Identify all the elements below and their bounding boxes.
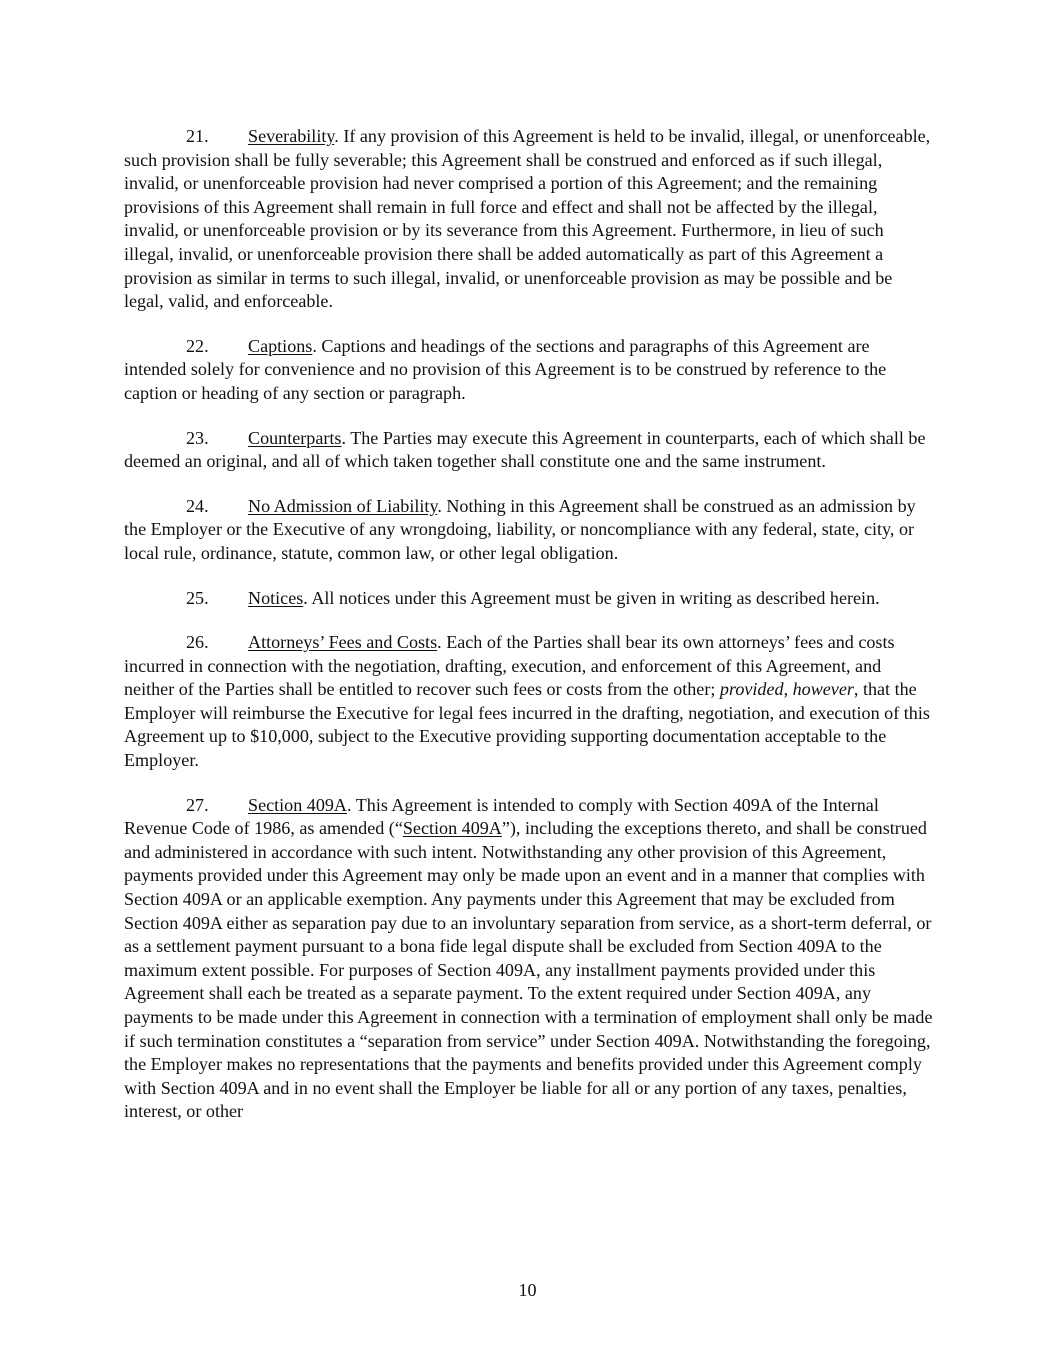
section-caption: Notices [248, 587, 304, 608]
section-26-attorneys-fees [124, 631, 934, 773]
section-number: 21. [186, 126, 209, 146]
defined-term: Section 409A [402, 818, 502, 839]
section-number: 24. [186, 495, 209, 516]
section-caption: Counterparts [248, 427, 342, 448]
section-text-continued: , that the Employer will reimburse the Executive for legal fees incurred in the drafting, negotiation, and execution of this Agreement up to $10,000, subject to the Executive providing supporting documentation acceptable to the Employer. [124, 679, 930, 771]
section-text: . This Agreement is intended to comply with Section 409A of the Internal Revenue Code of 1986, as amended (“ [124, 794, 879, 839]
italic-provided: provided [719, 679, 784, 700]
section-caption: Captions [248, 335, 313, 356]
section-caption: Attorneys’ Fees and Costs [248, 632, 438, 653]
section-number: 27. [186, 794, 209, 815]
section-text-continued: ”), including the exceptions thereto, and shall be construed and administered in accordance with such intent. Notwithstanding any other provision of this Agreement, payments provided under this Agreement may only be made upon an event and in a manner that complies with Section 409A or an applicable exemption. Any payments under this Agreement that may be excluded from Section 409A either as separation pay due to an involuntary separation from service, as a short-term deferral, or as a settlement payment pursuant to a bona fide legal dispute shall be excluded from Section 409A to the maximum extent possible. For purposes of Section 409A, any installment payments provided under this Agreement shall each be treated as a separate payment. To the extent required under Section 409A, any payments to be made under this Agreement in connection with a termination of employment shall only be made if such termination constitutes a “separation from service” under Section 409A. Notwithstanding the foregoing, the Employer makes no representations that the payments and benefits provided under this Agreement comply with Section 409A and in no event shall the Employer be liable for all or any portion of any taxes, penalties, interest, or other [124, 818, 933, 1122]
section-text: . Each of the Parties shall bear its own attorneys’ fees and costs incurred in connection with the negotiation, drafting, execution, and enforcement of this Agreement, and neither of the Parties shall be entitled to recover such fees or costs from the other; [124, 632, 895, 700]
section-25-notices [124, 587, 934, 611]
section-number: 26. [186, 632, 209, 653]
document-body [124, 125, 934, 1145]
section-number: 22. [186, 335, 209, 356]
section-text: . The Parties may execute this Agreement in counterparts, each of which shall be deemed an original, and all of which taken together shall constitute one and the same instrument. [124, 427, 926, 472]
page-number: 10 [518, 1280, 537, 1300]
separator-text: , [783, 679, 793, 700]
section-caption: No Admission of Liability [248, 495, 438, 516]
section-23-counterparts [124, 427, 934, 474]
section-22-captions [124, 335, 934, 406]
section-24-no-admission-of-liability [124, 495, 934, 566]
section-number: 25. [186, 587, 209, 608]
section-caption: Section 409A [248, 794, 348, 815]
section-number: 23. [186, 427, 209, 448]
section-text: . Captions and headings of the sections and paragraphs of this Agreement are intended solely for convenience and no provision of this Agreement is to be construed by reference to the caption or heading of any section or paragraph. [124, 335, 887, 403]
section-text: . If any provision of this Agreement is held to be invalid, illegal, or unenforceable, such provision shall be fully severable; this Agreement shall be construed and enforced as if such illegal, invalid, or unenforceable provision had never comprised a portion of this Agreement; and the remaining provisions of this Agreement shall remain in full force and effect and shall not be affected by the illegal, invalid, or unenforceable provision or by its severance from this Agreement. Furthermore, in lieu of such illegal, invalid, or unenforceable provision there shall be added automatically as part of this Agreement a provision as similar in terms to such illegal, invalid, or unenforceable provision as may be possible and be legal, valid, and enforceable. [124, 126, 931, 312]
italic-however: however [792, 679, 854, 700]
section-caption: Severability [248, 126, 335, 146]
section-text: . Nothing in this Agreement shall be construed as an admission by the Employer or the Executive of any wrongdoing, liability, or noncompliance with any federal, state, city, or local rule, ordinance, statute, common law, or other legal obligation. [124, 495, 916, 563]
section-text: . All notices under this Agreement must be given in writing as described herein. [303, 587, 880, 608]
section-21-severability [124, 125, 934, 314]
section-27-section-409a [124, 794, 934, 1124]
